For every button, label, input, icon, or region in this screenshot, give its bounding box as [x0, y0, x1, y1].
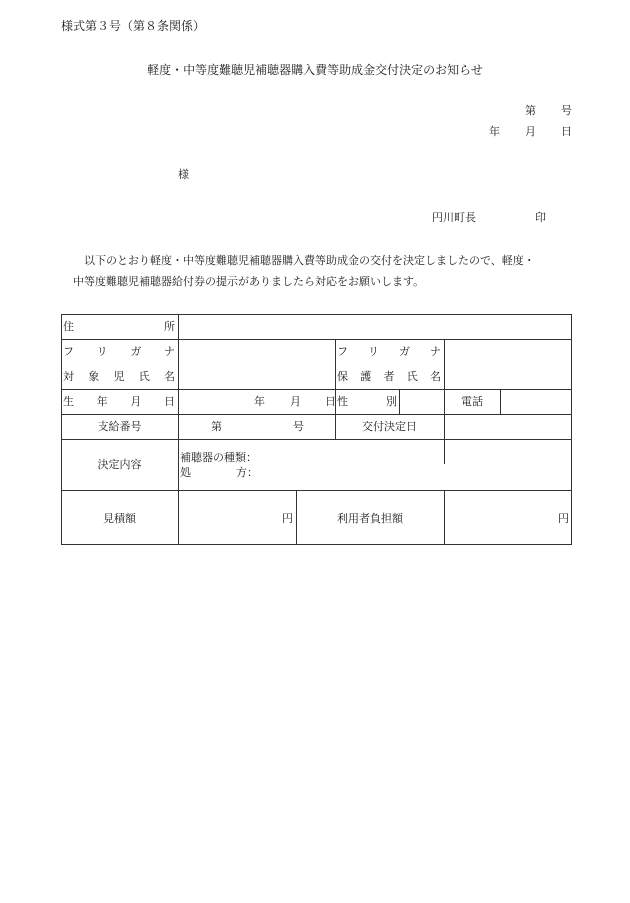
gender-field[interactable]: [400, 390, 443, 413]
body-line-1: 以下のとおり軽度・中等度難聴児補聴器購入費等助成金の交付を決定しましたので、軽度・: [84, 254, 535, 267]
date-year-label: 年: [489, 125, 500, 138]
address-field[interactable]: [179, 315, 570, 338]
child-furigana-label: フ リ ガ ナ: [63, 345, 175, 358]
estimate-field[interactable]: [179, 491, 295, 543]
guardian-furigana-label: フ リ ガ ナ: [337, 345, 441, 358]
user-burden-label: 利用者負担額: [337, 512, 403, 525]
hearing-aid-type-label: 補聴器の種類：: [180, 451, 257, 464]
child-name-label: 対 象 児 氏 名: [63, 370, 175, 383]
birthdate-month: 月: [290, 395, 301, 408]
address-label: 住 所: [63, 320, 175, 333]
guardian-name-field[interactable]: [445, 340, 570, 388]
payment-number-label: 支給番号: [97, 420, 142, 433]
date-month-label: 月: [525, 125, 536, 138]
decision-date-label: 交付決定日: [362, 420, 417, 433]
phone-label: 電話: [461, 395, 483, 408]
ref-dai: 第: [525, 104, 536, 117]
child-name-field[interactable]: [179, 340, 334, 388]
payment-number-go: 号: [293, 420, 304, 433]
birthdate-year: 年: [254, 395, 265, 408]
birthdate-label: 生 年 月 日: [63, 395, 175, 408]
addressee-sama: 様: [178, 168, 189, 181]
prescription-label: 処 方：: [180, 466, 258, 479]
estimate-unit: 円: [282, 512, 293, 525]
user-burden-field[interactable]: [445, 491, 570, 543]
decision-date-field[interactable]: [445, 415, 570, 438]
birthdate-day: 日: [325, 395, 336, 408]
issuer-name: 円川町長: [432, 211, 476, 224]
guardian-name-label: 保 護 者 氏 名: [337, 370, 441, 383]
payment-number-dai: 第: [211, 420, 222, 433]
body-line-2: 中等度難聴児補聴器給付券の提示がありましたら対応をお願いします。: [73, 275, 425, 288]
document-title: 軽度・中等度難聴児補聴器購入費等助成金交付決定のお知らせ: [147, 63, 483, 77]
issuer-seal: 印: [535, 211, 546, 224]
decision-table: [61, 314, 572, 545]
user-burden-unit: 円: [558, 512, 569, 525]
decision-content-label: 決定内容: [97, 458, 142, 471]
ref-go: 号: [561, 104, 572, 117]
form-number: 様式第３号（第８条関係）: [61, 19, 206, 33]
phone-field[interactable]: [501, 390, 570, 413]
gender-label: 性 別: [337, 395, 397, 408]
date-day-label: 日: [561, 125, 572, 138]
estimate-label: 見積額: [103, 512, 136, 525]
